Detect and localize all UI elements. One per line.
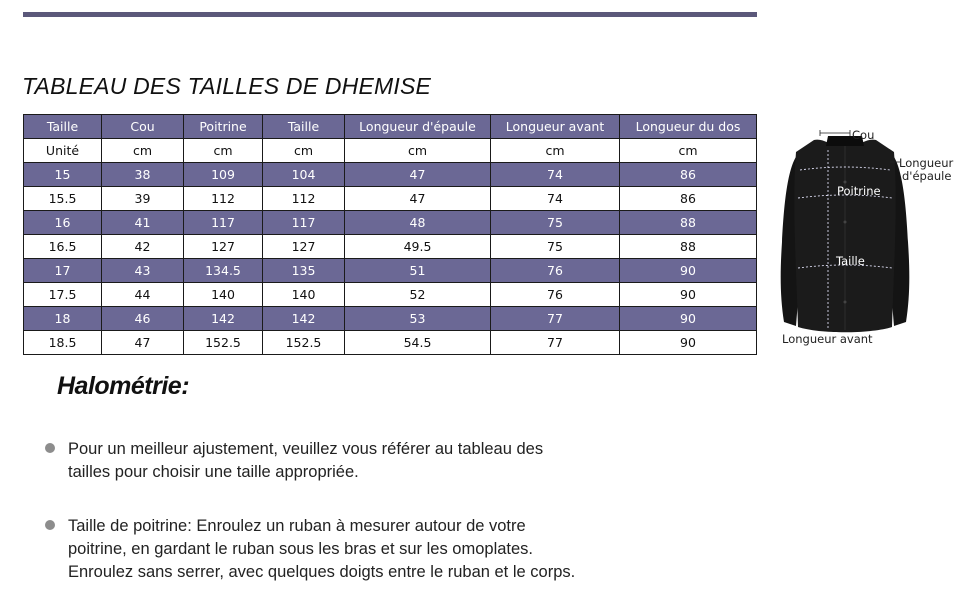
- table-cell: 15: [24, 163, 102, 187]
- table-row: [24, 283, 757, 307]
- table-cell: 104: [263, 163, 345, 187]
- table-cell: 47: [345, 163, 491, 187]
- unit-cell: cm: [491, 139, 620, 163]
- table-cell: 88: [620, 211, 757, 235]
- table-cell: 135: [263, 259, 345, 283]
- table-cell: 42: [102, 235, 184, 259]
- table-cell: 16.5: [24, 235, 102, 259]
- paragraph-line: poitrine, en gardant le ruban sous les bras et sur les omoplates.: [68, 540, 534, 558]
- table-cell: 86: [620, 187, 757, 211]
- table-row: [24, 163, 757, 187]
- table-cell: 74: [491, 163, 620, 187]
- unit-cell: cm: [345, 139, 491, 163]
- table-cell: 140: [184, 283, 263, 307]
- table-cell: 75: [491, 211, 620, 235]
- table-cell: 90: [620, 283, 757, 307]
- table-cell: 152.5: [184, 331, 263, 355]
- table-cell: 127: [184, 235, 263, 259]
- table-cell: 74: [491, 187, 620, 211]
- table-cell: 75: [491, 235, 620, 259]
- size-table: [23, 114, 757, 355]
- table-cell: 41: [102, 211, 184, 235]
- table-cell: 117: [263, 211, 345, 235]
- label-longueur-avant: Longueur avant: [782, 332, 873, 346]
- table-cell: 46: [102, 307, 184, 331]
- table-cell: 88: [620, 235, 757, 259]
- label-poitrine: Poitrine: [837, 184, 881, 198]
- header-cell: Longueur d'épaule: [345, 115, 491, 139]
- table-row: [24, 211, 757, 235]
- table-row: [24, 259, 757, 283]
- table-cell: 90: [620, 307, 757, 331]
- table-cell: 76: [491, 259, 620, 283]
- unit-cell: cm: [620, 139, 757, 163]
- table-row: [24, 307, 757, 331]
- header-cell: Longueur du dos: [620, 115, 757, 139]
- unit-cell: cm: [263, 139, 345, 163]
- table-cell: 48: [345, 211, 491, 235]
- header-cell: Longueur avant: [491, 115, 620, 139]
- table-cell: 86: [620, 163, 757, 187]
- table-cell: 15.5: [24, 187, 102, 211]
- table-cell: 112: [263, 187, 345, 211]
- table-cell: 109: [184, 163, 263, 187]
- table-cell: 53: [345, 307, 491, 331]
- paragraph-line: tailles pour choisir une taille appropriée.: [68, 463, 359, 481]
- paragraph-line: Pour un meilleur ajustement, veuillez vous référer au tableau des: [68, 440, 544, 458]
- header-cell: Taille: [24, 115, 102, 139]
- table-cell: 16: [24, 211, 102, 235]
- table-cell: 18.5: [24, 331, 102, 355]
- table-cell: 18: [24, 307, 102, 331]
- table-cell: 38: [102, 163, 184, 187]
- header-cell: Poitrine: [184, 115, 263, 139]
- bullet-dot: [45, 443, 55, 453]
- page-title: TABLEAU DES TAILLES DE DHEMISE: [22, 73, 432, 99]
- header-cell: Cou: [102, 115, 184, 139]
- table-cell: 52: [345, 283, 491, 307]
- table-cell: 39: [102, 187, 184, 211]
- label-longueur-epaule-2: d'épaule: [902, 169, 952, 183]
- table-cell: 51: [345, 259, 491, 283]
- table-row: [24, 187, 757, 211]
- table-cell: 54.5: [345, 331, 491, 355]
- table-cell: 49.5: [345, 235, 491, 259]
- table-cell: 140: [263, 283, 345, 307]
- unit-cell: Unité: [24, 139, 102, 163]
- label-cou: Cou: [852, 128, 875, 142]
- table-cell: 127: [263, 235, 345, 259]
- table-cell: 117: [184, 211, 263, 235]
- unit-cell: cm: [102, 139, 184, 163]
- table-cell: 43: [102, 259, 184, 283]
- label-longueur-epaule-1: Longueur: [899, 156, 954, 170]
- label-taille: Taille: [836, 254, 865, 268]
- paragraph-line: Taille de poitrine: Enroulez un ruban à mesurer autour de votre: [68, 517, 526, 535]
- table-cell: 142: [263, 307, 345, 331]
- table-cell: 77: [491, 307, 620, 331]
- bullet-dot: [45, 520, 55, 530]
- table-cell: 152.5: [263, 331, 345, 355]
- shirt-measurement-figure: [770, 122, 965, 352]
- table-cell: 17: [24, 259, 102, 283]
- table-header-row: [24, 115, 757, 139]
- table-cell: 142: [184, 307, 263, 331]
- table-units-row: [24, 139, 757, 163]
- table-cell: 112: [184, 187, 263, 211]
- section-heading: Halométrie:: [57, 372, 190, 400]
- unit-cell: cm: [184, 139, 263, 163]
- paragraph-line: Enroulez sans serrer, avec quelques doigts entre le ruban et le corps.: [68, 563, 576, 581]
- table-cell: 76: [491, 283, 620, 307]
- top-divider: [23, 12, 757, 17]
- table-row: [24, 235, 757, 259]
- table-cell: 47: [102, 331, 184, 355]
- header-cell: Taille: [263, 115, 345, 139]
- table-cell: 44: [102, 283, 184, 307]
- table-row: [24, 331, 757, 355]
- table-cell: 90: [620, 259, 757, 283]
- table-cell: 134.5: [184, 259, 263, 283]
- table-cell: 90: [620, 331, 757, 355]
- table-cell: 17.5: [24, 283, 102, 307]
- table-cell: 77: [491, 331, 620, 355]
- table-cell: 47: [345, 187, 491, 211]
